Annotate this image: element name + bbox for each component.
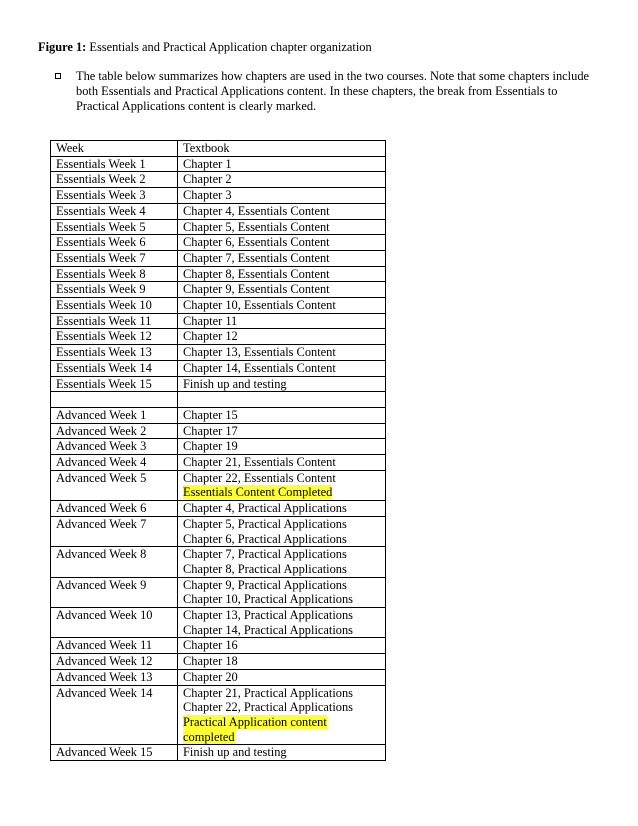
textbook-line xyxy=(183,298,385,313)
textbook-line xyxy=(183,517,385,532)
textbook-line xyxy=(183,172,385,187)
textbook-line xyxy=(183,314,385,329)
textbook-text: Chapter 17 xyxy=(183,423,238,438)
chapter-organization-table xyxy=(50,140,386,761)
week-cell: Advanced Week 9 xyxy=(51,577,178,607)
table-row xyxy=(51,203,386,219)
table-row xyxy=(51,439,386,455)
textbook-text: Chapter 4, Practical Applications xyxy=(183,501,347,516)
week-cell: Advanced Week 4 xyxy=(51,455,178,471)
table-row xyxy=(51,654,386,670)
table-row xyxy=(51,345,386,361)
week-cell: Advanced Week 14 xyxy=(51,685,178,745)
textbook-line xyxy=(183,361,385,376)
week-cell: Essentials Week 6 xyxy=(51,235,178,251)
textbook-line xyxy=(183,282,385,297)
textbook-line xyxy=(183,220,385,235)
textbook-line xyxy=(183,730,385,745)
week-cell: Essentials Week 11 xyxy=(51,313,178,329)
textbook-text: Chapter 12 xyxy=(183,329,238,344)
textbook-line xyxy=(183,471,385,486)
textbook-line xyxy=(183,654,385,669)
textbook-cell xyxy=(178,439,386,455)
textbook-cell xyxy=(178,455,386,471)
table-row xyxy=(51,250,386,266)
table-row xyxy=(51,266,386,282)
textbook-text: Chapter 6, Essentials Content xyxy=(183,235,330,250)
textbook-text: Chapter 9, Practical Applications xyxy=(183,577,347,592)
textbook-line xyxy=(183,251,385,266)
table-row xyxy=(51,423,386,439)
textbook-text: Chapter 22, Practical Applications xyxy=(183,700,353,715)
textbook-cell xyxy=(178,547,386,577)
textbook-cell xyxy=(178,685,386,745)
table-header-row xyxy=(51,141,386,157)
note-text xyxy=(76,69,600,114)
textbook-line xyxy=(183,408,385,423)
textbook-line xyxy=(183,424,385,439)
figure-caption xyxy=(38,40,372,54)
table-row xyxy=(51,407,386,423)
textbook-line xyxy=(183,700,385,715)
textbook-line xyxy=(183,439,385,454)
textbook-cell xyxy=(178,282,386,298)
table-row xyxy=(51,282,386,298)
table-row xyxy=(51,235,386,251)
textbook-text: Chapter 19 xyxy=(183,439,238,454)
week-cell: Essentials Week 3 xyxy=(51,188,178,204)
textbook-line xyxy=(183,235,385,250)
note-line: both Essentials and Practical Applications content. In these chapters, the break from Essentials to xyxy=(76,84,558,98)
week-cell: Advanced Week 11 xyxy=(51,638,178,654)
textbook-line xyxy=(183,638,385,653)
table-row xyxy=(51,547,386,577)
note-line: Practical Applications content is clearly marked. xyxy=(76,99,317,113)
textbook-text: Finish up and testing xyxy=(183,376,287,391)
textbook-cell xyxy=(178,156,386,172)
textbook-text: Chapter 1 xyxy=(183,156,232,171)
textbook-cell xyxy=(178,423,386,439)
textbook-text: Chapter 18 xyxy=(183,654,238,669)
table-row xyxy=(51,172,386,188)
week-cell: Essentials Week 1 xyxy=(51,156,178,172)
week-cell: Essentials Week 8 xyxy=(51,266,178,282)
textbook-text: Chapter 7, Practical Applications xyxy=(183,547,347,562)
table-row xyxy=(51,219,386,235)
table-row xyxy=(51,156,386,172)
figure-caption-text: Essentials and Practical Application chapter organization xyxy=(86,40,372,54)
textbook-text: Chapter 14, Practical Applications xyxy=(183,622,353,637)
textbook-cell xyxy=(178,516,386,546)
textbook-text: Chapter 7, Essentials Content xyxy=(183,250,330,265)
textbook-text: Chapter 5, Essentials Content xyxy=(183,219,330,234)
textbook-text: Chapter 9, Essentials Content xyxy=(183,282,330,297)
textbook-text: Chapter 13, Essentials Content xyxy=(183,345,336,360)
week-cell: Essentials Week 7 xyxy=(51,250,178,266)
week-cell: Essentials Week 13 xyxy=(51,345,178,361)
table-row xyxy=(51,577,386,607)
textbook-cell xyxy=(178,638,386,654)
week-cell: Advanced Week 13 xyxy=(51,669,178,685)
textbook-line xyxy=(183,267,385,282)
table-row xyxy=(51,638,386,654)
table-row xyxy=(51,685,386,745)
textbook-line xyxy=(183,623,385,638)
textbook-text: Chapter 21, Practical Applications xyxy=(183,685,353,700)
textbook-cell xyxy=(178,313,386,329)
week-cell: Essentials Week 9 xyxy=(51,282,178,298)
textbook-line xyxy=(183,686,385,701)
table-row xyxy=(51,188,386,204)
textbook-cell xyxy=(178,376,386,392)
table-row xyxy=(51,329,386,345)
textbook-line xyxy=(183,547,385,562)
textbook-line xyxy=(183,501,385,516)
highlighted-text: completed xyxy=(183,729,235,744)
textbook-line xyxy=(183,329,385,344)
table-row xyxy=(51,298,386,314)
textbook-text: Chapter 13, Practical Applications xyxy=(183,608,353,623)
textbook-cell xyxy=(178,188,386,204)
table-row xyxy=(51,376,386,392)
week-cell: Advanced Week 12 xyxy=(51,654,178,670)
header-week: Week xyxy=(51,141,178,157)
week-cell xyxy=(51,392,178,408)
week-cell: Advanced Week 3 xyxy=(51,439,178,455)
textbook-text: Chapter 11 xyxy=(183,313,238,328)
table-row xyxy=(51,516,386,546)
textbook-text: Chapter 21, Essentials Content xyxy=(183,455,336,470)
figure-label: Figure 1: xyxy=(38,40,87,54)
header-textbook: Textbook xyxy=(178,141,386,157)
textbook-cell xyxy=(178,172,386,188)
textbook-cell xyxy=(178,266,386,282)
highlighted-text: Practical Application content xyxy=(183,715,327,729)
textbook-cell xyxy=(178,235,386,251)
textbook-line xyxy=(183,608,385,623)
week-cell: Advanced Week 7 xyxy=(51,516,178,546)
textbook-cell xyxy=(178,407,386,423)
textbook-line xyxy=(183,204,385,219)
note-line: The table below summarizes how chapters are used in the two courses. Note that some chapters include xyxy=(76,69,590,83)
textbook-line xyxy=(183,745,385,760)
textbook-text: Chapter 16 xyxy=(183,638,238,653)
textbook-line xyxy=(183,578,385,593)
textbook-line xyxy=(183,377,385,392)
week-cell: Essentials Week 2 xyxy=(51,172,178,188)
table-row xyxy=(51,669,386,685)
week-cell: Advanced Week 15 xyxy=(51,745,178,761)
table-row xyxy=(51,313,386,329)
table-row xyxy=(51,470,386,500)
bullet-note xyxy=(55,69,600,114)
week-cell: Advanced Week 5 xyxy=(51,470,178,500)
textbook-line xyxy=(183,485,385,500)
textbook-cell xyxy=(178,345,386,361)
textbook-cell xyxy=(178,745,386,761)
textbook-cell xyxy=(178,669,386,685)
textbook-text: Chapter 15 xyxy=(183,407,238,422)
textbook-line xyxy=(183,562,385,577)
square-bullet-icon xyxy=(55,73,61,79)
week-cell: Advanced Week 6 xyxy=(51,501,178,517)
week-cell: Essentials Week 12 xyxy=(51,329,178,345)
week-cell: Advanced Week 8 xyxy=(51,547,178,577)
textbook-line xyxy=(183,157,385,172)
textbook-text: Chapter 10, Essentials Content xyxy=(183,298,336,313)
textbook-text: Finish up and testing xyxy=(183,745,287,760)
textbook-cell xyxy=(178,250,386,266)
textbook-cell xyxy=(178,654,386,670)
table-body xyxy=(51,156,386,760)
table-row xyxy=(51,501,386,517)
textbook-text: Chapter 5, Practical Applications xyxy=(183,516,347,531)
table-row xyxy=(51,392,386,408)
textbook-line xyxy=(183,715,385,730)
textbook-text: Chapter 20 xyxy=(183,669,238,684)
table-row xyxy=(51,608,386,638)
textbook-text: Chapter 22, Essentials Content xyxy=(183,470,336,485)
textbook-line xyxy=(183,592,385,607)
textbook-cell xyxy=(178,360,386,376)
week-cell: Essentials Week 4 xyxy=(51,203,178,219)
textbook-line xyxy=(183,532,385,547)
week-cell: Essentials Week 10 xyxy=(51,298,178,314)
table-row xyxy=(51,455,386,471)
textbook-cell xyxy=(178,608,386,638)
week-cell: Essentials Week 5 xyxy=(51,219,178,235)
week-cell: Advanced Week 10 xyxy=(51,608,178,638)
week-cell: Advanced Week 1 xyxy=(51,407,178,423)
textbook-text: Chapter 8, Essentials Content xyxy=(183,266,330,281)
table-row xyxy=(51,745,386,761)
textbook-line xyxy=(183,455,385,470)
textbook-cell xyxy=(178,219,386,235)
textbook-text: Chapter 4, Essentials Content xyxy=(183,203,330,218)
textbook-line xyxy=(183,345,385,360)
textbook-cell xyxy=(178,329,386,345)
textbook-text: Chapter 14, Essentials Content xyxy=(183,360,336,375)
textbook-cell xyxy=(178,577,386,607)
textbook-cell xyxy=(178,392,386,408)
textbook-text: Chapter 10, Practical Applications xyxy=(183,592,353,607)
highlighted-text: Essentials Content Completed xyxy=(183,485,333,500)
textbook-cell xyxy=(178,298,386,314)
textbook-line xyxy=(183,188,385,203)
textbook-cell xyxy=(178,470,386,500)
textbook-text: Chapter 3 xyxy=(183,188,232,203)
week-cell: Essentials Week 14 xyxy=(51,360,178,376)
textbook-cell xyxy=(178,203,386,219)
textbook-text: Chapter 6, Practical Applications xyxy=(183,531,347,546)
textbook-line xyxy=(183,670,385,685)
textbook-text: Chapter 2 xyxy=(183,172,232,187)
table-row xyxy=(51,360,386,376)
week-cell: Advanced Week 2 xyxy=(51,423,178,439)
textbook-text: Chapter 8, Practical Applications xyxy=(183,561,347,576)
textbook-cell xyxy=(178,501,386,517)
week-cell: Essentials Week 15 xyxy=(51,376,178,392)
